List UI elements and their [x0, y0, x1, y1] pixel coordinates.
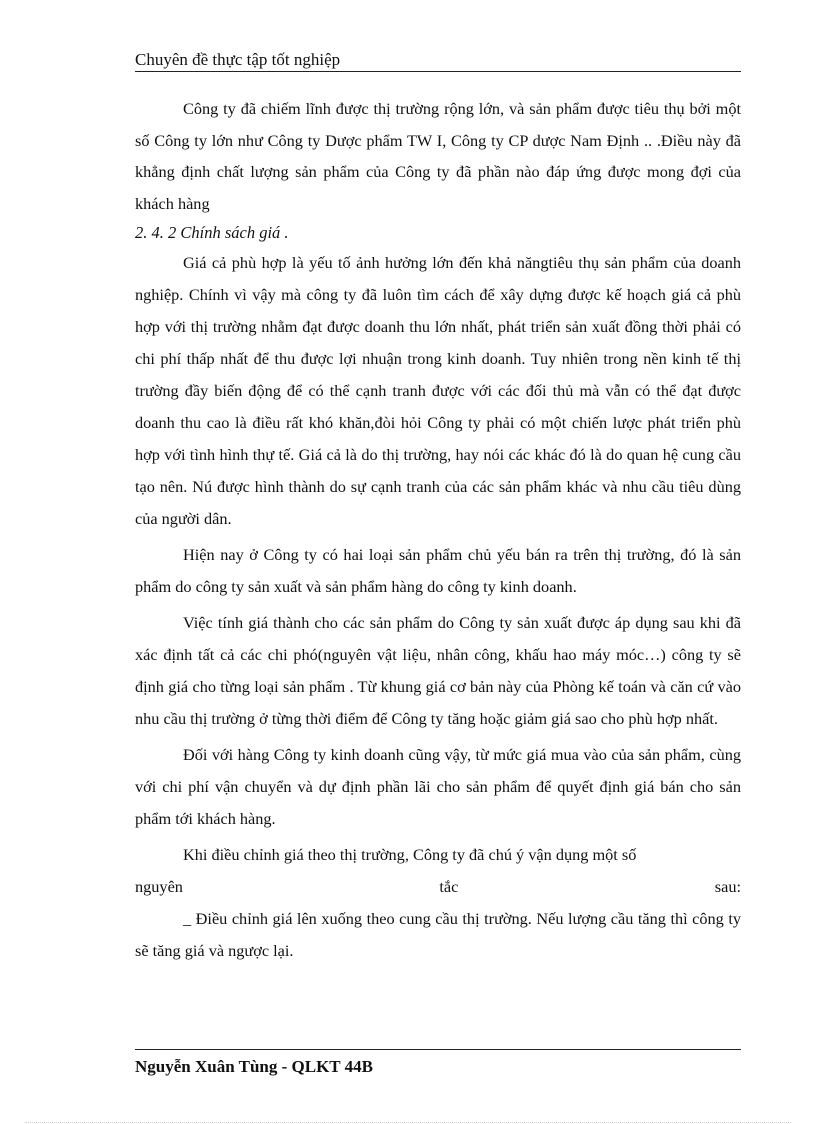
- header-divider: [135, 71, 741, 72]
- page-header: Chuyên đề thực tập tốt nghiệp: [135, 50, 341, 69]
- paragraph-trading-goods: Đối với hàng Công ty kinh doanh cũng vậy, từ mức giá mua vào của sản phẩm, cùng với chi phí vận chuyển và dự định phần lãi cho sản phẩm để quyết định giá bán cho sản phẩm tới khách hàng.: [135, 745, 741, 828]
- paragraph-cost-pricing: Việc tính giá thành cho các sản phẩm do Công ty sản xuất được áp dụng sau khi đã xác định tất cả các chi phó(nguyên vật liệu, nhân công, khấu hao máy móc…) công ty sẽ định giá cho từng loại sản phẩm . Từ khung giá cơ bản này của Phòng kế toán và căn cứ vào nhu cầu thị trường ở từng thời điểm để Công ty tăng hoặc giảm giá sao cho phù hợp nhất.: [135, 613, 741, 728]
- paragraph-adjustment-intro: Khi điều chỉnh giá theo thị trường, Công ty đã chú ý vận dụng một số: [183, 845, 637, 864]
- paragraph-supply-demand: _ Điều chỉnh giá lên xuống theo cung cầu thị trường. Nếu lượng cầu tăng thì công ty sẽ tăng giá và ngược lại.: [135, 909, 741, 960]
- paragraph-pricing-policy: Giá cả phù hợp là yếu tố ảnh hưởng lớn đến khả năngtiêu thụ sản phẩm của doanh nghiệp. Chính vì vậy mà công ty đã luôn tìm cách để xây dựng được kế hoạch giá cả phù hợp với thị trường nhằm đạt được doanh thu lớn nhất, phát triển sản xuất đồng thời phải có chi phí thấp nhất để thu được lợi nhuận trong kinh doanh. Tuy nhiên trong nền kinh tế thị trường đầy biến động để có thể cạnh tranh được với các đối thủ mà vẫn có thể đạt được doanh thu cao là điều rất khó khăn,đòi hỏi Công ty phải có một chiến lược phát triển phù hợp với tình hình thự tế. Giá cả là do thị trường, hay nói các khác đó là do quan hệ cung cầu tạo nên. Nú được hình thành do sự cạnh tranh của các sản phẩm khác và nhu cầu tiêu dùng của người dân.: [135, 253, 741, 528]
- section-heading: 2. 4. 2 Chính sách giá .: [135, 223, 289, 242]
- footer-divider: [135, 1049, 741, 1050]
- document-body: [135, 93, 741, 967]
- paragraph-product-types: Hiện nay ở Công ty có hai loại sản phẩm chủ yếu bán ra trên thị trường, đó là sản phẩm do công ty sản xuất và sản phẩm hàng do công ty kinh doanh.: [135, 545, 741, 596]
- paragraph-market: Công ty đã chiếm lĩnh được thị trường rộng lớn, và sản phẩm được tiêu thụ bởi một số Công ty lớn như Công ty Dược phẩm TW I, Công ty CP dược Nam Định .. .Điều này đã khẳng định chất lượng sản phẩm của Công ty đã phần nào đáp ứng được mong đợi của khách hàng: [135, 99, 741, 213]
- page-footer: Nguyễn Xuân Tùng - QLKT 44B: [135, 1057, 373, 1076]
- paragraph-principles-line: nguyên tắc sau:: [135, 877, 741, 896]
